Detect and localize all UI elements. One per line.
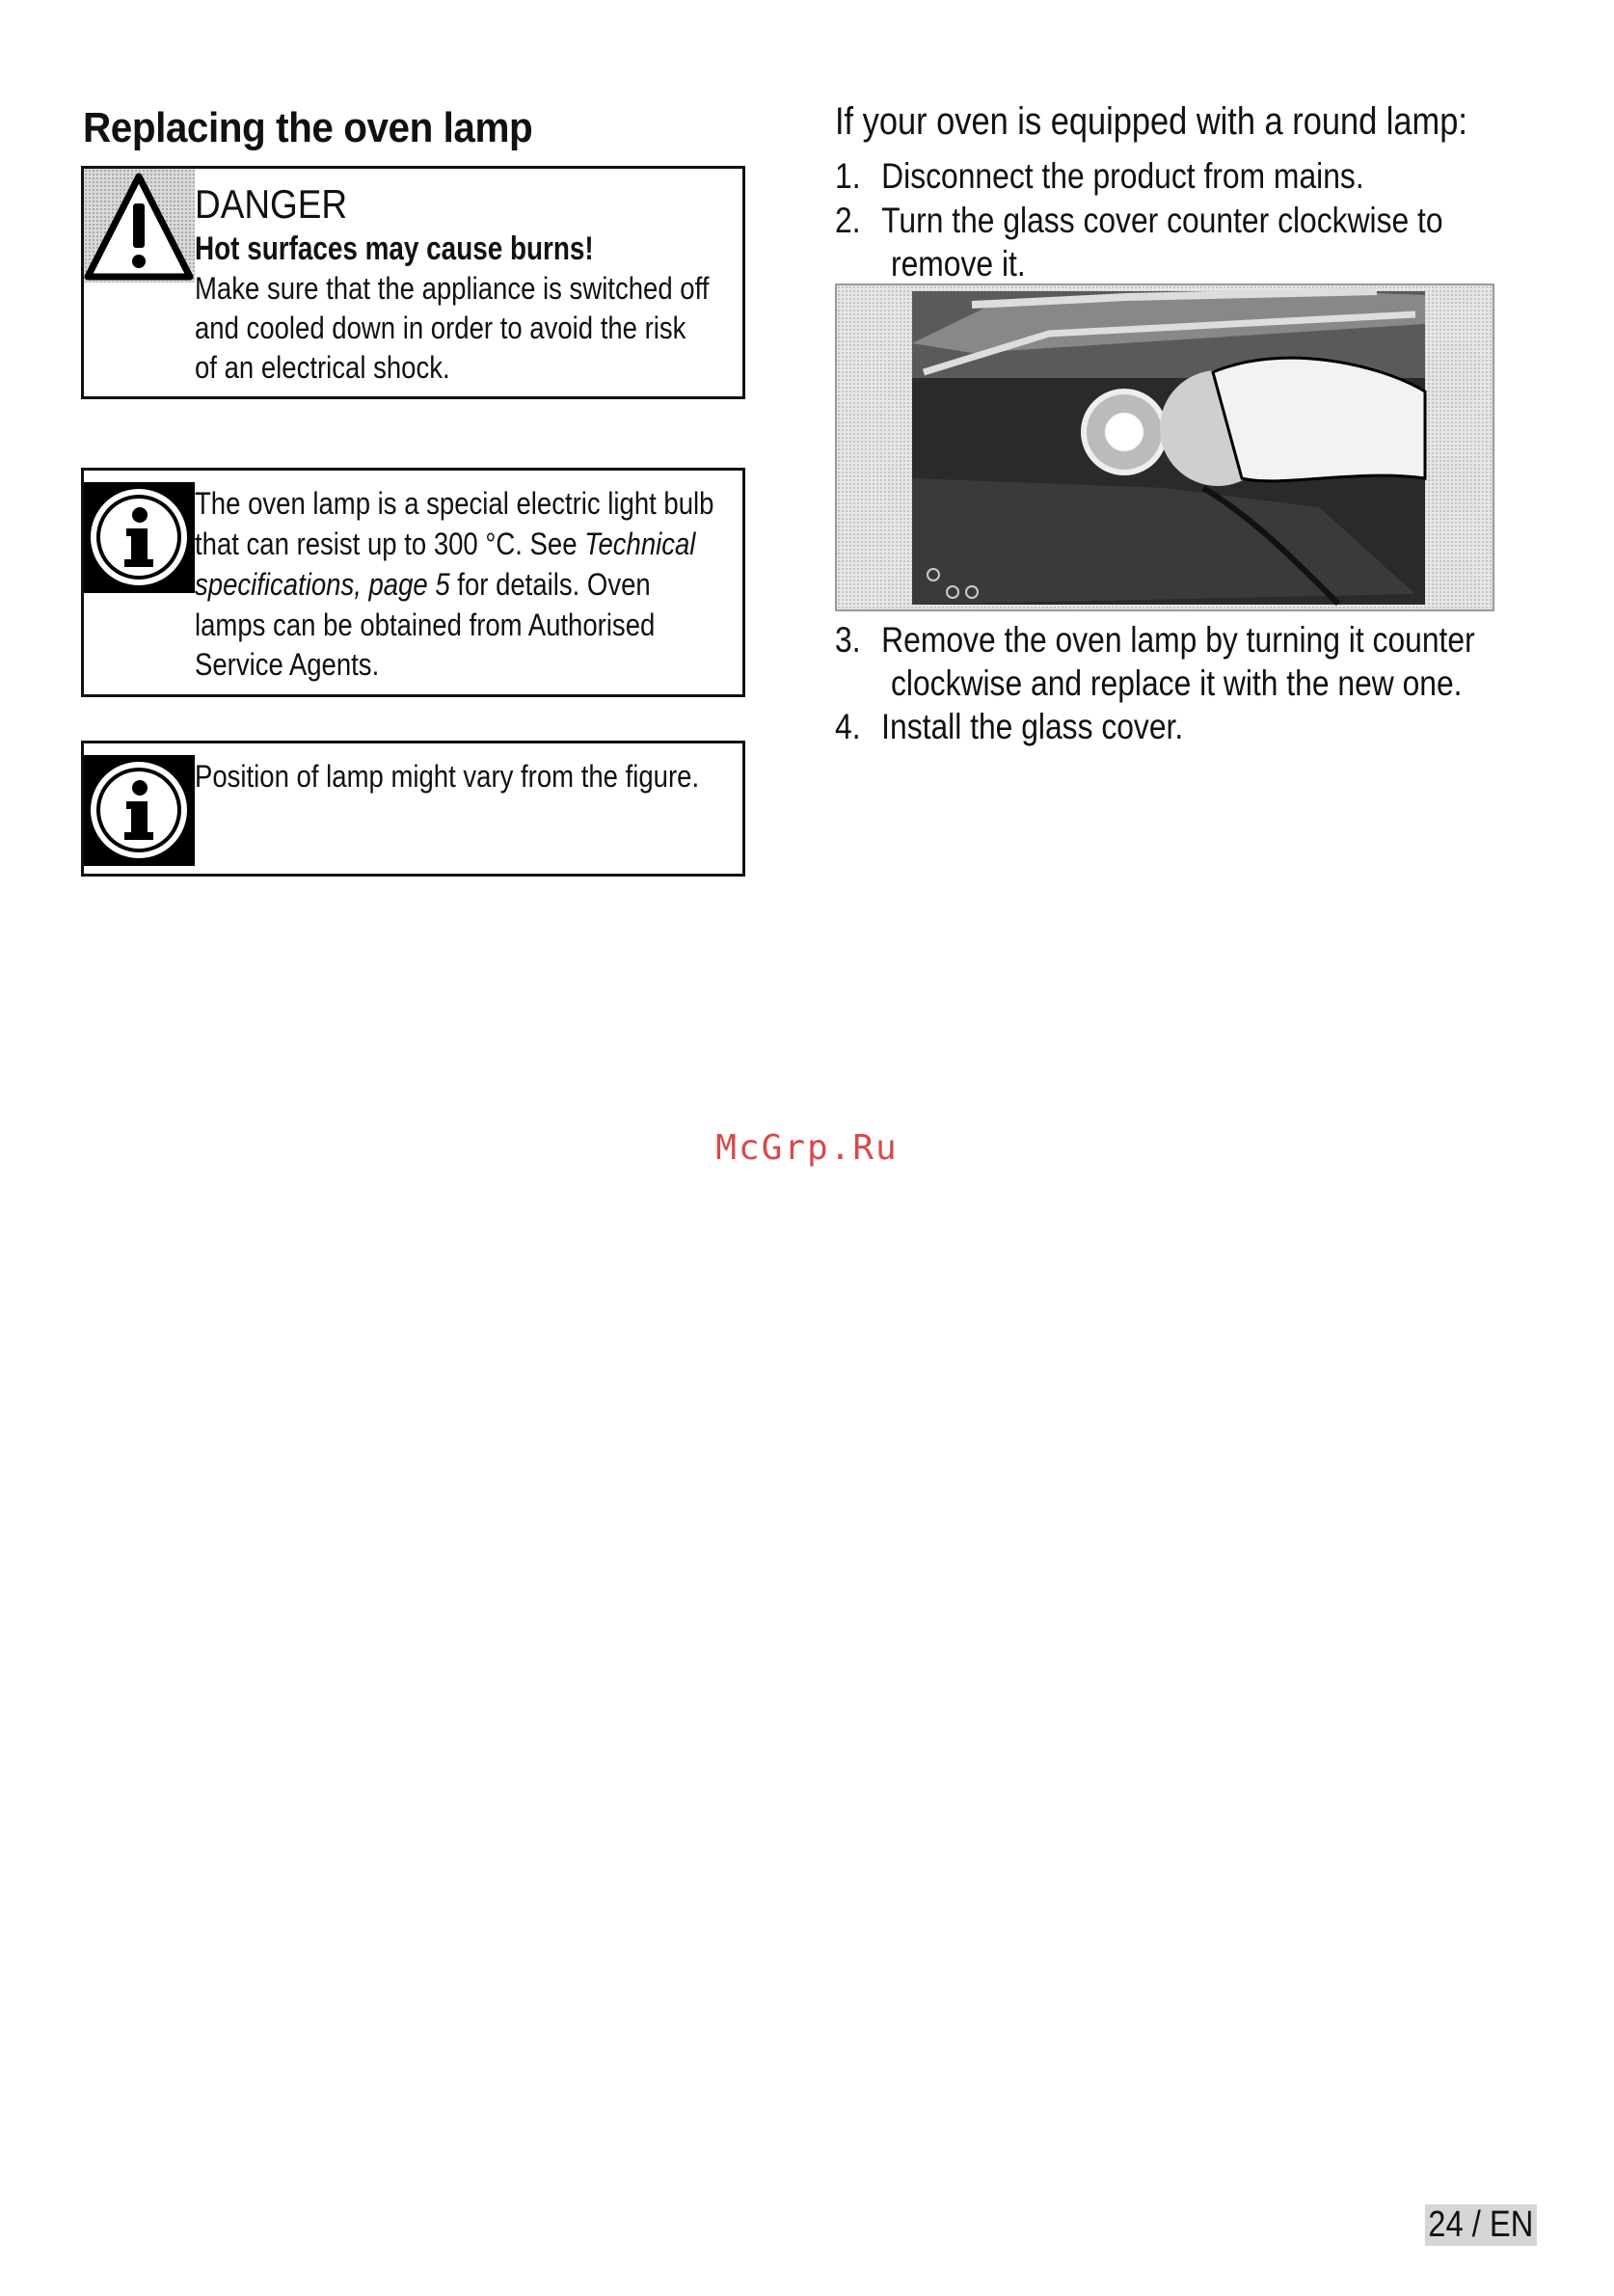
danger-box: [81, 166, 745, 399]
step-number: 3.: [835, 620, 861, 660]
info1-line-3-text: for details. Oven: [449, 567, 651, 602]
info1-line-2: [195, 525, 695, 564]
info1-line-1: The oven lamp is a special electric light bulb: [195, 486, 714, 521]
info-icon-cell: [84, 482, 195, 593]
step-2-continued: remove it.: [891, 244, 1026, 284]
step-number: 2.: [835, 201, 861, 240]
step-2: [835, 199, 1443, 242]
step-1: [835, 154, 1364, 198]
watermark: McGrp.Ru: [715, 1128, 899, 1168]
specifications-page-link[interactable]: specifications, page 5: [195, 567, 450, 602]
danger-heading: DANGER: [195, 181, 348, 227]
info1-line-2-text: that can resist up to 300 °C. See: [195, 527, 585, 561]
info-icon: [84, 755, 195, 866]
info-box-lamp-spec: [81, 468, 745, 697]
step-3: [835, 618, 1475, 662]
page-number: 24 / EN: [1425, 2204, 1537, 2246]
info2-text: Position of lamp might vary from the figure.: [195, 759, 700, 794]
step-text: Turn the glass cover counter clockwise to: [881, 201, 1443, 240]
info1-line-5: Service Agents.: [195, 647, 380, 682]
round-lamp-heading: If your oven is equipped with a round lamp:: [835, 100, 1467, 143]
page-title: Replacing the oven lamp: [83, 104, 533, 151]
danger-subheading: Hot surfaces may cause burns!: [195, 230, 594, 267]
oven-lamp-figure: [835, 284, 1494, 611]
step-text: Install the glass cover.: [881, 707, 1184, 746]
step-text: Remove the oven lamp by turning it counter: [881, 620, 1475, 660]
danger-icon-cell: [84, 169, 195, 283]
info-icon-cell: [84, 755, 195, 866]
step-text: Disconnect the product from mains.: [881, 156, 1364, 196]
danger-line-1: Make sure that the appliance is switched off: [195, 271, 710, 306]
technical-specs-link[interactable]: Technical: [584, 527, 696, 561]
warning-triangle-icon: [84, 169, 195, 283]
info-icon: [84, 482, 195, 593]
oven-lamp-illustration: [837, 285, 1493, 609]
info-box-lamp-position: [81, 741, 745, 877]
step-number: 1.: [835, 156, 861, 196]
step-4: [835, 705, 1183, 748]
info1-line-3: [195, 565, 651, 605]
step-number: 4.: [835, 707, 861, 746]
danger-line-2: and cooled down in order to avoid the risk: [195, 311, 686, 345]
step-3-continued: clockwise and replace it with the new one.: [891, 663, 1463, 703]
info1-line-4: lamps can be obtained from Authorised: [195, 608, 656, 642]
danger-line-3: of an electrical shock.: [195, 350, 450, 385]
